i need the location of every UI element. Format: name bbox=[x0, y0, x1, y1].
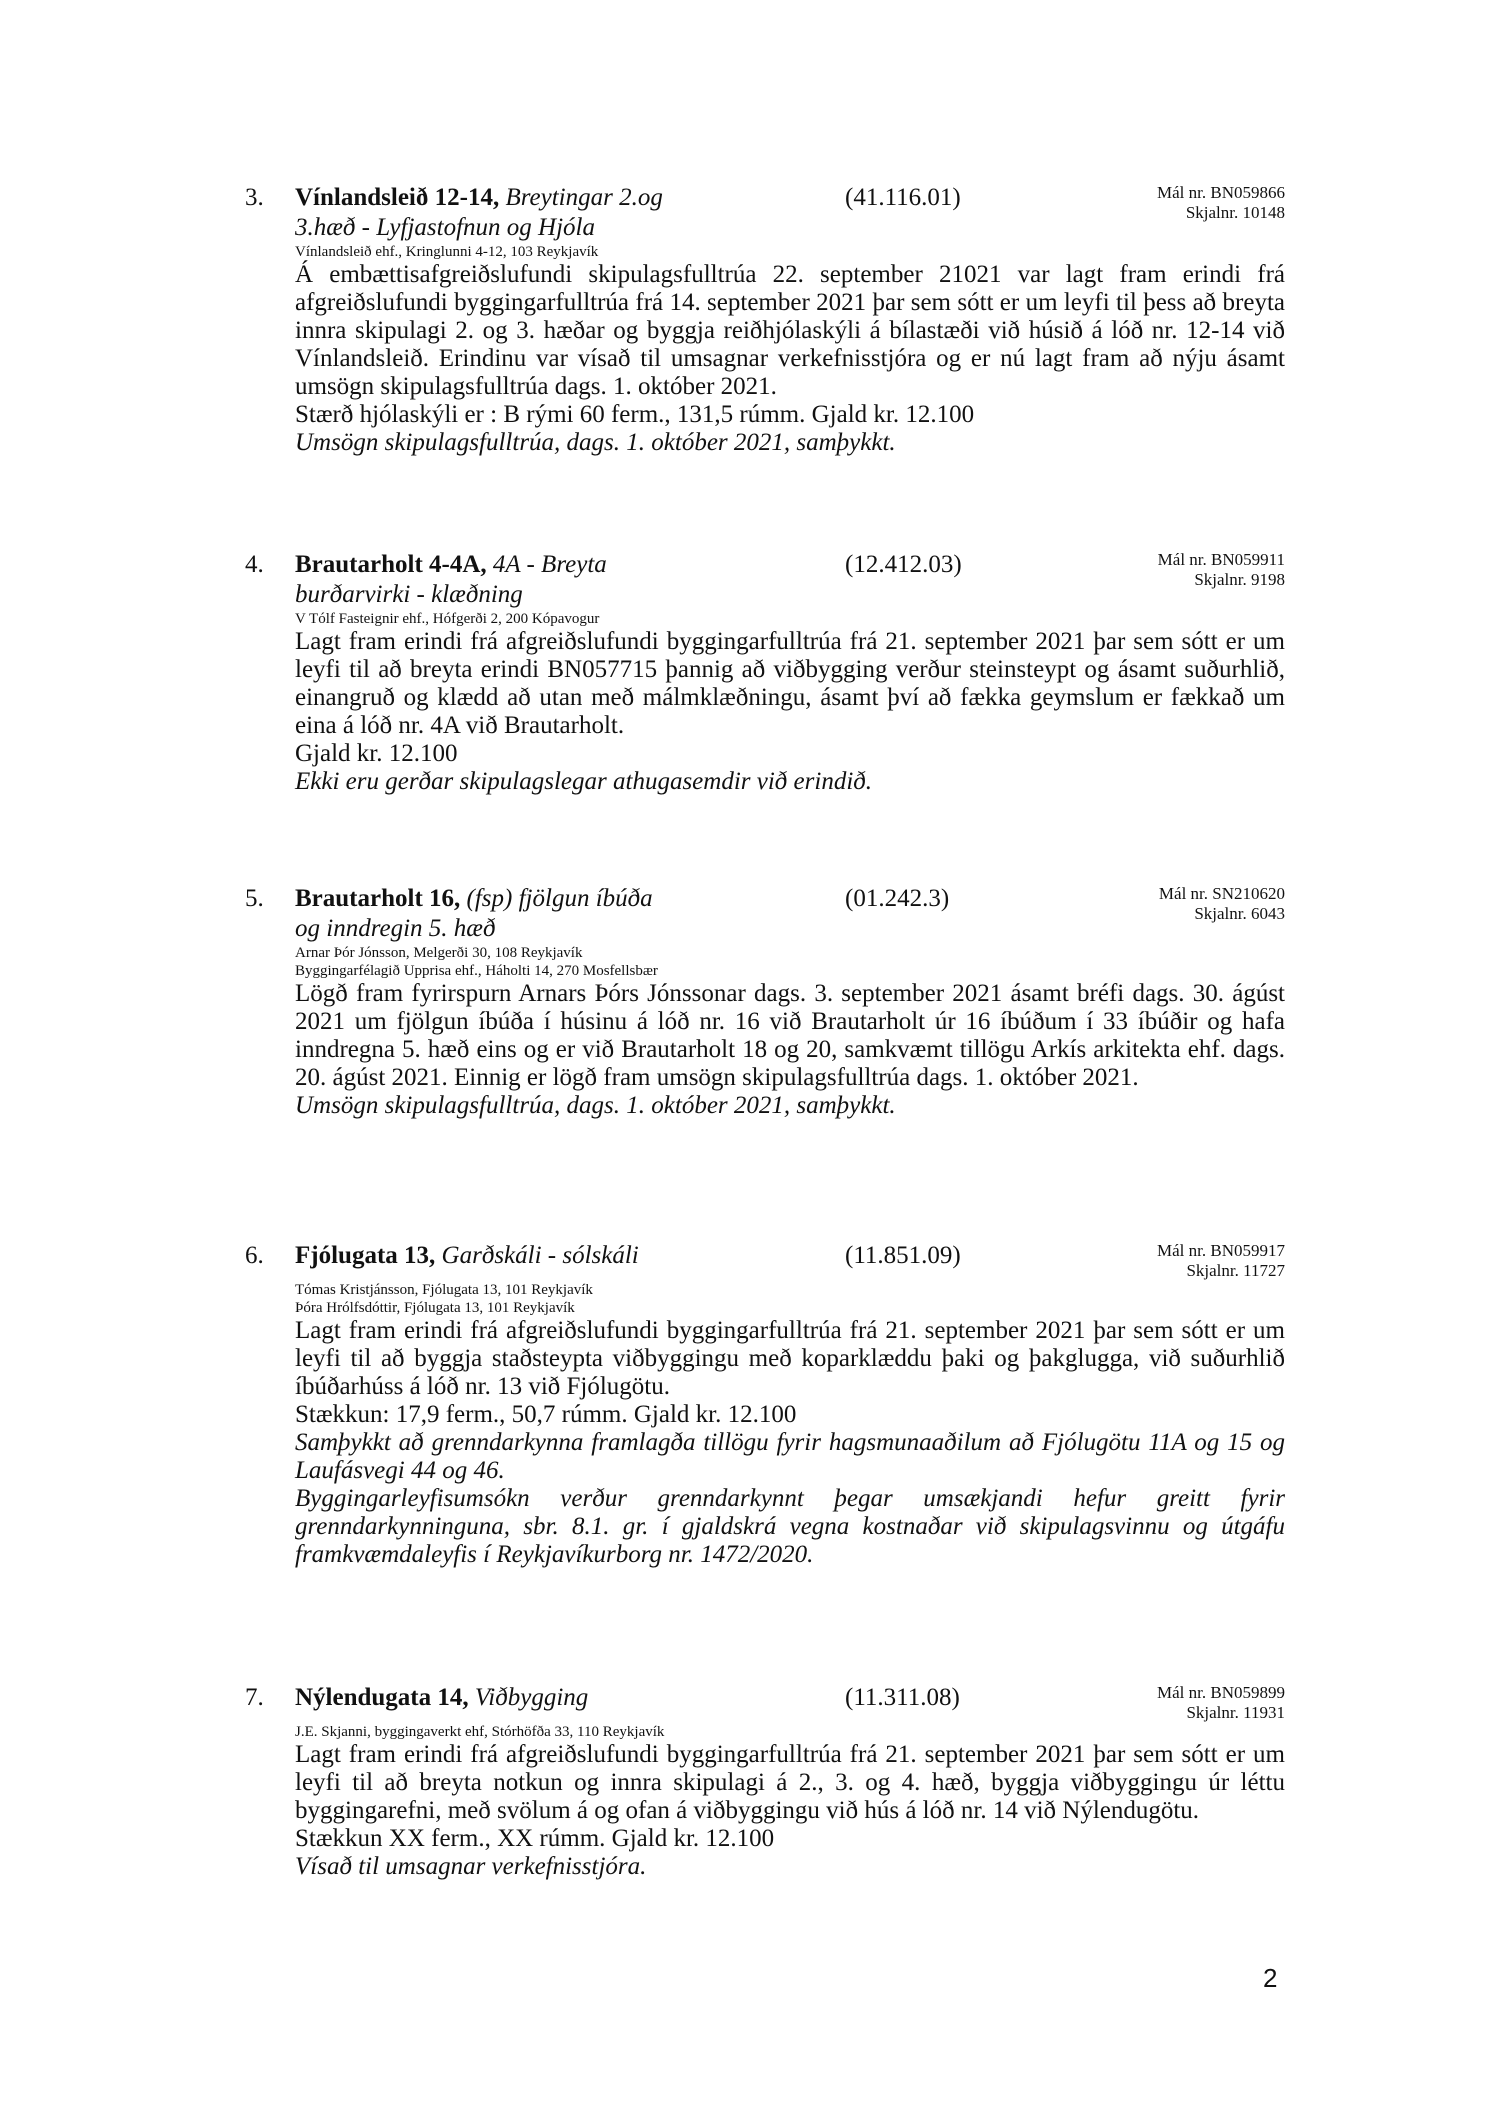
applicant: V Tólf Fasteignir ehf., Hófgerði 2, 200 Kópavogur bbox=[295, 611, 600, 627]
item-description: Viðbygging bbox=[474, 1684, 589, 1711]
fee-line: Stærð hjólaskýli er : B rými 60 ferm., 131,5 rúmm. Gjald kr. 12.100 bbox=[295, 401, 975, 428]
document-number: Skjalnr. 9198 bbox=[1194, 570, 1285, 589]
item-body bbox=[295, 1281, 1285, 1569]
item-text: Á embættisafgreiðslufundi skipulagsfulltrúa 22. september 21021 var lagt fram erindi frá afgreiðslufundi byggingarfulltrúa frá 14. september 2021 þar sem sótt er um leyfi til þess að breyta innra skipulagi 2. og 3. hæðar og byggja reiðhjólaskýli á bílastæði við húsið á lóð nr. 12-14 við Vínlandsleið. Erindinu var vísað til umsagnar verkefnisstjóra og er nú lagt fram að nýju ásamt umsögn skipulagsfulltrúa dags. 1. október 2021. bbox=[295, 261, 1285, 400]
item-address: Fjólugata 13, bbox=[295, 1242, 436, 1269]
decision: Umsögn skipulagsfulltrúa, dags. 1. október 2021, samþykkt. bbox=[295, 1092, 896, 1119]
item-heading bbox=[295, 550, 665, 610]
item-body bbox=[295, 944, 1285, 1120]
applicant: Tómas Kristjánsson, Fjólugata 13, 101 Reykjavík bbox=[295, 1282, 593, 1298]
item-description: Breytingar 2.og 3.hæð - bbox=[295, 184, 663, 241]
item-number: 6. bbox=[245, 1242, 264, 1269]
applicant: Byggingarfélagið Upprisa ehf., Háholti 14, 270 Mosfellsbær bbox=[295, 963, 658, 979]
land-number: (12.412.03) bbox=[845, 551, 962, 578]
item-description: Garðskáli - sólskáli bbox=[441, 1242, 639, 1269]
fee-line: Stækkun: 17,9 ferm., 50,7 rúmm. Gjald kr. 12.100 bbox=[295, 1401, 797, 1428]
land-number: (01.242.3) bbox=[845, 885, 950, 912]
item-number: 4. bbox=[245, 551, 264, 578]
item-heading bbox=[295, 1241, 665, 1271]
item-number: 3. bbox=[245, 184, 264, 211]
case-number: Mál nr. BN059917 bbox=[1157, 1241, 1285, 1260]
applicant: J.E. Skjanni, byggingaverkt ehf, Stórhöfða 33, 110 Reykjavík bbox=[295, 1724, 665, 1740]
item-description: (fsp) fjölgun íbúða og bbox=[295, 885, 653, 942]
item-body bbox=[295, 1723, 1285, 1881]
item-body bbox=[295, 243, 1285, 457]
document-number: Skjalnr. 11727 bbox=[1186, 1261, 1285, 1280]
item-number: 5. bbox=[245, 885, 264, 912]
item-description-cont: klæðning bbox=[431, 581, 523, 608]
item-text: Lögð fram fyrirspurn Arnars Þórs Jónssonar dags. 3. september 2021 ásamt bréfi dags. 30. ágúst 2021 um fjölgun íbúða í húsinu á lóð nr. 16 við Brautarholt úr 16 íbúðum í 33 íbúðir og hafa inndregna 5. hæð eins og er við Brautarholt 18 og 20, samkvæmt tillögu Arkís arkitekta ehf. dags. 20. ágúst 2021. Einnig er lögð fram umsögn skipulagsfulltrúa dags. 1. október 2021. bbox=[295, 980, 1285, 1091]
case-number: Mál nr. SN210620 bbox=[1158, 884, 1285, 903]
item-number: 7. bbox=[245, 1684, 264, 1711]
case-reference bbox=[1157, 183, 1285, 223]
case-reference bbox=[1158, 550, 1285, 590]
decision: Samþykkt að grenndarkynna framlagða tillögu fyrir hagsmunaaðilum að Fjólugötu 11A og 15 og Laufásvegi 44 og 46. bbox=[295, 1429, 1285, 1484]
item-text: Lagt fram erindi frá afgreiðslufundi byggingarfulltrúa frá 21. september 2021 þar sem sótt er um leyfi til að breyta erindi BN057715 þannig að viðbygging verður steinsteypt og ásamt suðurhlið, einangruð og klædd að utan með málmklæðningu, ásamt því að fækka geymslum er fækkað um eina á lóð nr. 4A við Brautarholt. bbox=[295, 628, 1285, 739]
applicant: Arnar Þór Jónsson, Melgerði 30, 108 Reykjavík bbox=[295, 945, 583, 961]
document-number: Skjalnr. 6043 bbox=[1194, 904, 1285, 923]
document-number: Skjalnr. 10148 bbox=[1185, 203, 1285, 222]
item-heading bbox=[295, 1683, 665, 1713]
decision: Umsögn skipulagsfulltrúa, dags. 1. október 2021, samþykkt. bbox=[295, 429, 896, 456]
item-text: Lagt fram erindi frá afgreiðslufundi byggingarfulltrúa frá 21. september 2021 þar sem sótt er um leyfi til að breyta notkun og innra skipulagi á 2., 3. og 4. hæð, byggja viðbyggingu úr léttu byggingarefni, með svölum á og ofan á viðbyggingu við hús á lóð nr. 14 við Nýlendugötu. bbox=[295, 1741, 1285, 1824]
item-description-cont: Lyfjastofnun og Hjóla bbox=[376, 214, 595, 241]
item-description-cont: inndregin 5. hæð bbox=[326, 915, 496, 942]
document-number: Skjalnr. 11931 bbox=[1186, 1703, 1285, 1722]
fee-line: Stækkun XX ferm., XX rúmm. Gjald kr. 12.100 bbox=[295, 1825, 775, 1852]
item-body bbox=[295, 610, 1285, 796]
case-number: Mál nr. BN059899 bbox=[1157, 1683, 1285, 1702]
item-text: Lagt fram erindi frá afgreiðslufundi byggingarfulltrúa frá 21. september 2021 þar sem sótt er um leyfi til að byggja staðsteypta viðbyggingu með koparklæddu þaki og þakglugga, við suðurhlið íbúðarhúss á lóð nr. 13 við Fjólugötu. bbox=[295, 1317, 1285, 1400]
decision: Byggingarleyfisumsókn verður grenndarkynnt þegar umsækjandi hefur greitt fyrir grenndarkynninguna, sbr. 8.1. gr. í gjaldskrá vegna kostnaðar við skipulagsvinnu og útgáfu framkvæmdaleyfis í Reykjavíkurborg nr. 1472/2020. bbox=[295, 1485, 1285, 1568]
item-heading bbox=[295, 884, 665, 944]
case-number: Mál nr. BN059911 bbox=[1157, 550, 1285, 569]
case-number: Mál nr. BN059866 bbox=[1157, 183, 1285, 202]
page-number: 2 bbox=[1263, 1963, 1278, 1993]
decision: Vísað til umsagnar verkefnisstjóra. bbox=[295, 1853, 647, 1880]
item-heading bbox=[295, 183, 665, 243]
item-address: Nýlendugata 14, bbox=[295, 1684, 469, 1711]
item-address: Vínlandsleið 12-14, bbox=[295, 184, 500, 211]
item-address: Brautarholt 16, bbox=[295, 885, 461, 912]
land-number: (11.311.08) bbox=[845, 1684, 960, 1711]
applicant: Þóra Hrólfsdóttir, Fjólugata 13, 101 Reykjavík bbox=[295, 1300, 575, 1316]
item-description: 4A - Breyta burðarvirki - bbox=[295, 551, 607, 608]
case-reference bbox=[1159, 884, 1285, 924]
applicant: Vínlandsleið ehf., Kringlunni 4-12, 103 Reykjavík bbox=[295, 244, 599, 260]
item-address: Brautarholt 4-4A, bbox=[295, 551, 487, 578]
case-reference bbox=[1157, 1683, 1285, 1723]
fee-line: Gjald kr. 12.100 bbox=[295, 740, 458, 767]
decision: Ekki eru gerðar skipulagslegar athugasemdir við erindið. bbox=[295, 768, 873, 795]
land-number: (11.851.09) bbox=[845, 1242, 961, 1269]
land-number: (41.116.01) bbox=[845, 184, 961, 211]
case-reference bbox=[1157, 1241, 1285, 1281]
